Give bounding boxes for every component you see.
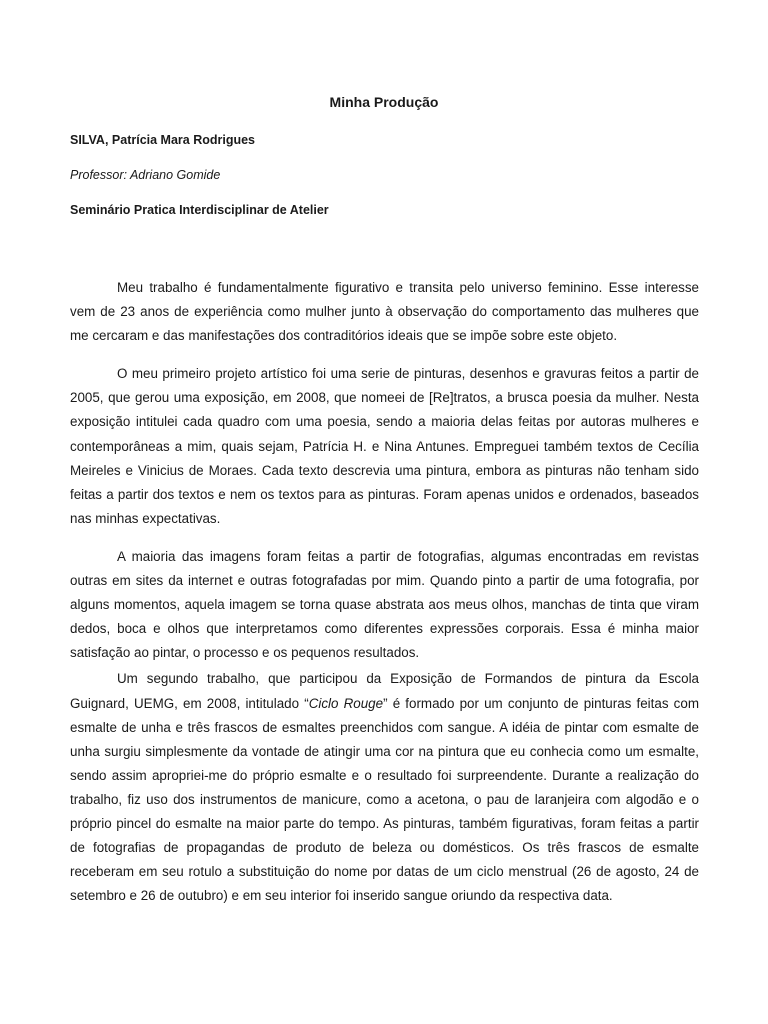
paragraph-4-text-after: ” é formado por um conjunto de pinturas feitas com esmalte de unha e três frascos de esmaltes preenchidos com sangue. A idéia de pintar com esmalte de unha surgiu simplesmente da vontade de atingir uma cor na pintura que eu conhecia como um esmalte, sendo assim apropriei-me do próprio esmalte e o resultado foi surpreendente. Durante a realização do trabalho, fiz uso dos instrumentos de manicure, como a acetona, o pau de laranjeira com algodão e o próprio pincel do esmalte na maior parte do tempo. As pinturas, também figurativas, foram feitas a partir de fotografias de propagandas de produto de beleza ou domésticos. Os três frascos de esmalte receberam em seu rotulo a substituição do nome por datas de um ciclo menstrual (26 de agosto, 24 de setembro e 26 de outubro) e em seu interior foi inserido sangue oriundo da respectiva data.	[70, 695, 699, 904]
paragraph-2: O meu primeiro projeto artístico foi uma serie de pinturas, desenhos e gravuras feitos a partir de 2005, que gerou uma exposição, em 2008, que nomeei de [Re]tratos, a brusca poesia da mulher. Nesta exposição intitulei cada quadro com uma poesia, sendo a maioria delas feitas por autoras mulheres e contemporâneas a mim, quais sejam, Patrícia H. e Nina Antunes. Empreguei também textos de Cecília Meireles e Vinicius de Moraes. Cada texto descrevia uma pintura, embora as pinturas não tenham sido feitas a partir dos textos e nem os textos para as pinturas. Foram apenas unidos e ordenados, baseados nas minhas expectativas.	[70, 366, 699, 526]
paragraph-3: A maioria das imagens foram feitas a partir de fotografias, algumas encontradas em revistas outras em sites da internet e outras fotografadas por mim. Quando pinto a partir de uma fotografia, por alguns momentos, aquela imagem se torna quase abstrata aos meus olhos, manchas de tinta que viram dedos, boca e olhos que interpretamos como diferentes expressões corporais. Essa é minha maior satisfação ao pintar, o processo e os pequenos resultados.	[70, 548, 699, 661]
paragraph-4	[70, 667, 699, 908]
work-title-ciclo-rouge: Ciclo Rouge	[308, 695, 384, 711]
document-body	[70, 276, 699, 908]
professor-line: Professor: Adriano Gomide	[70, 168, 221, 182]
document-title: Minha Produção	[329, 94, 439, 110]
paragraph-4-text-before: Um segundo trabalho, que participou da Exposição de Formandos de pintura da Escola Guignard, UEMG, em 2008, intitulado “	[70, 671, 699, 711]
seminar-line: Seminário Pratica Interdisciplinar de Atelier	[70, 203, 329, 217]
author-line: SILVA, Patrícia Mara Rodrigues	[70, 133, 256, 147]
paragraph-1: Meu trabalho é fundamentalmente figurativo e transita pelo universo feminino. Esse interesse vem de 23 anos de experiência como mulher junto à observação do comportamento das mulheres que me cercaram e das manifestações dos contraditórios ideais que se impõe sobre este objeto.	[70, 280, 699, 344]
